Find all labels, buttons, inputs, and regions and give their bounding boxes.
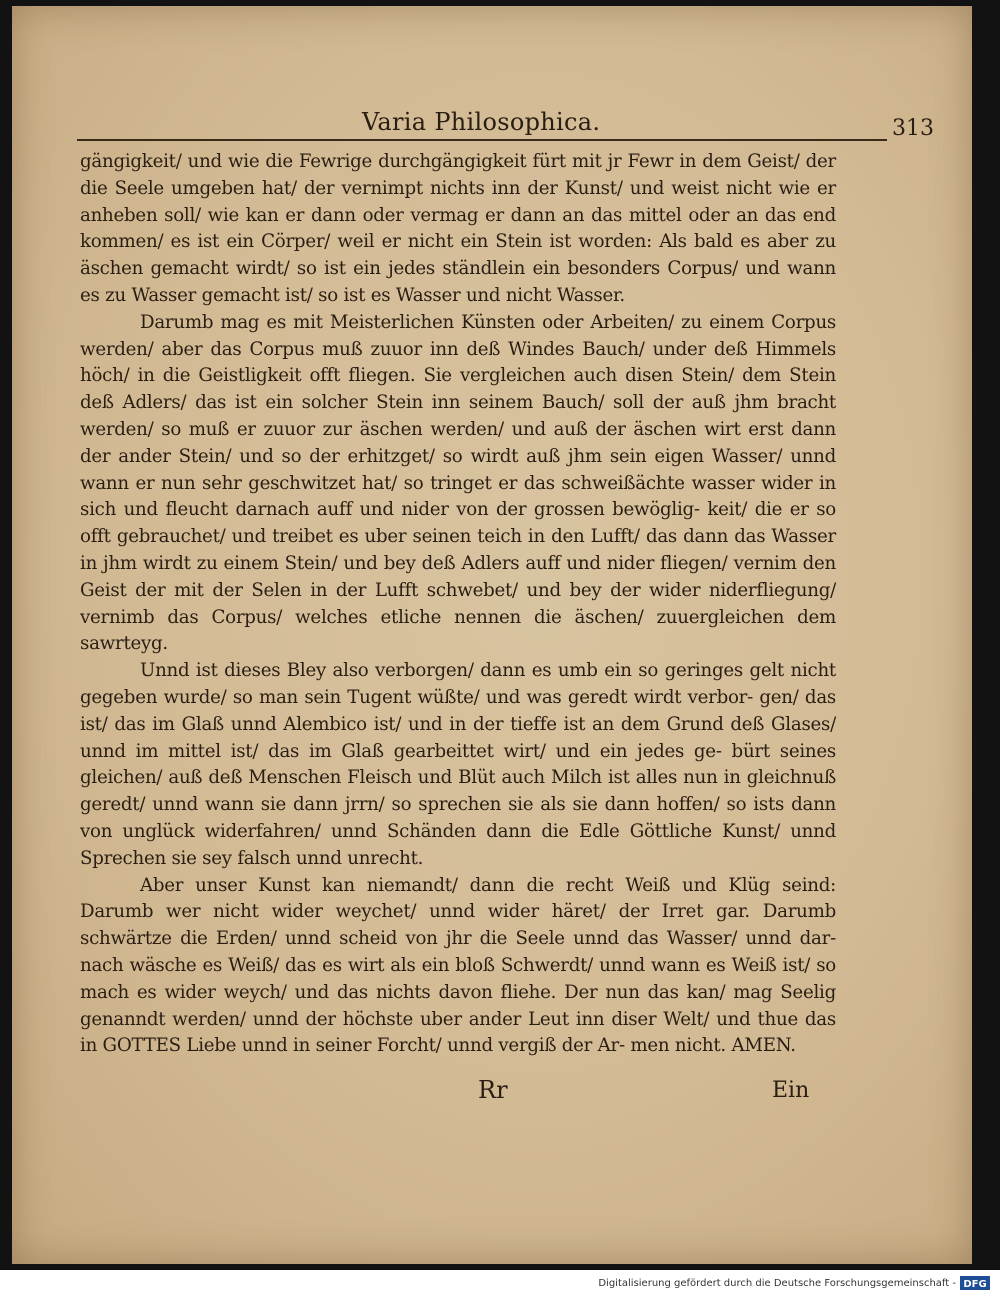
dfg-logo-text: DFG: [963, 1279, 987, 1290]
catchword: Ein: [772, 1078, 810, 1103]
body-text: [80, 149, 836, 1060]
dfg-logo-icon: [960, 1276, 990, 1290]
paragraph-1: gängigkeit/ und wie die Fewrige durchgängigkeit fürt mit jr Fewr in dem Geist/ der die Seele umgeben hat/ der vernimpt nichts inn der Kunst/ und weist nicht wie er anheben soll/ wie kan er dann oder vermag er dann an das mittel oder an das end kommen/ es ist ein Cörper/ weil er nicht ein Stein ist worden: Als bald es aber zu äschen gemacht wirdt/ so ist ein jedes ständlein ein besonders Corpus/ und wann es zu Wasser gemacht ist/ so ist es Wasser und nicht Wasser.: [80, 151, 836, 306]
book-page: [12, 6, 972, 1264]
signature-mark: Rr: [478, 1076, 508, 1104]
running-head: [72, 106, 952, 146]
header-rule: [77, 139, 887, 141]
paragraph-4: Aber unser Kunst kan niemandt/ dann die recht Weiß und Klüg seind: Darumb wer nicht wider weychet/ unnd wider häret/ der Irret gar. Darumb schwärtze die Erden/ unnd scheid von jhr die Seele unnd das Wasser/ unnd dar- nach wäsche es Weiß/ das es wirt als ein bloß Schwerdt/ unnd wann es Weiß ist/ so mach es wider weych/ und das nichts davon fliehe. Der nun das kan/ mag Seelig genanndt werden/ unnd der höchste uber ander Leut inn diser Welt/ und thue das in GOTTES Liebe unnd in seiner Forcht/ unnd vergiß der Ar- men nicht. AMEN.: [80, 874, 836, 1057]
paragraph-2: Darumb mag es mit Meisterlichen Künsten oder Arbeiten/ zu einem Corpus werden/ aber das Corpus muß zuuor inn deß Windes Bauch/ under deß Himmels höch/ in die Geistligkeit offt fliegen. Sie vergleichen auch disen Stein/ dem Stein deß Adlers/ das ist ein solcher Stein inn seinem Bauch/ soll der auß jhm bracht werden/ so muß er zuuor zur äschen werden/ und auß der äschen wirt erst dann der ander Stein/ und so der erhitzget/ so wirdt auß jhm sein eigen Wasser/ unnd wann er nun sehr geschwitzet hat/ so tringet er das schweißächte wasser wider in sich und fleucht darnach auff und nider von der grossen bewöglig- keit/ die er so offt gebrauchet/ und treibet es uber seinen teich in den Lufft/ das dann das Wasser in jhm wirdt zu einem Stein/ und bey deß Adlers auff und nider fliegen/ vernim den Geist der mit der Selen in der Lufft schwebet/ und bey der wider niderfliegung/ vernimb das Corpus/ welches etliche nennen die äschen/ zuuergleichen dem sawrteyg.: [80, 311, 836, 655]
paragraph-3: Unnd ist dieses Bley also verborgen/ dann es umb ein so geringes gelt nicht gegeben wurde/ so man sein Tugent wüßte/ und was geredt wirdt verbor- gen/ das ist/ das im Glaß unnd Alembico ist/ und in der tieffe ist an dem Grund deß Glases/ unnd im mittel ist/ das im Glaß gearbeittet wirt/ und ein jedes ge- bürt seines gleichen/ auß deß Menschen Fleisch und Blüt auch Milch ist alles nun in gleichnuß geredt/ unnd wann sie dann jrrn/ so sprechen sie als sie dann hoffen/ so ists dann von unglück widerfahren/ unnd Schänden dann die Edle Göttliche Kunst/ unnd Sprechen sie sey falsch unnd unrecht.: [80, 660, 836, 869]
funding-credit: Digitalisierung gefördert durch die Deutsche Forschungsgemeinschaft -: [598, 1278, 956, 1289]
page-number: 313: [892, 116, 934, 141]
footer-bar: [0, 1270, 1000, 1296]
running-title: Varia Philosophica.: [362, 108, 601, 136]
